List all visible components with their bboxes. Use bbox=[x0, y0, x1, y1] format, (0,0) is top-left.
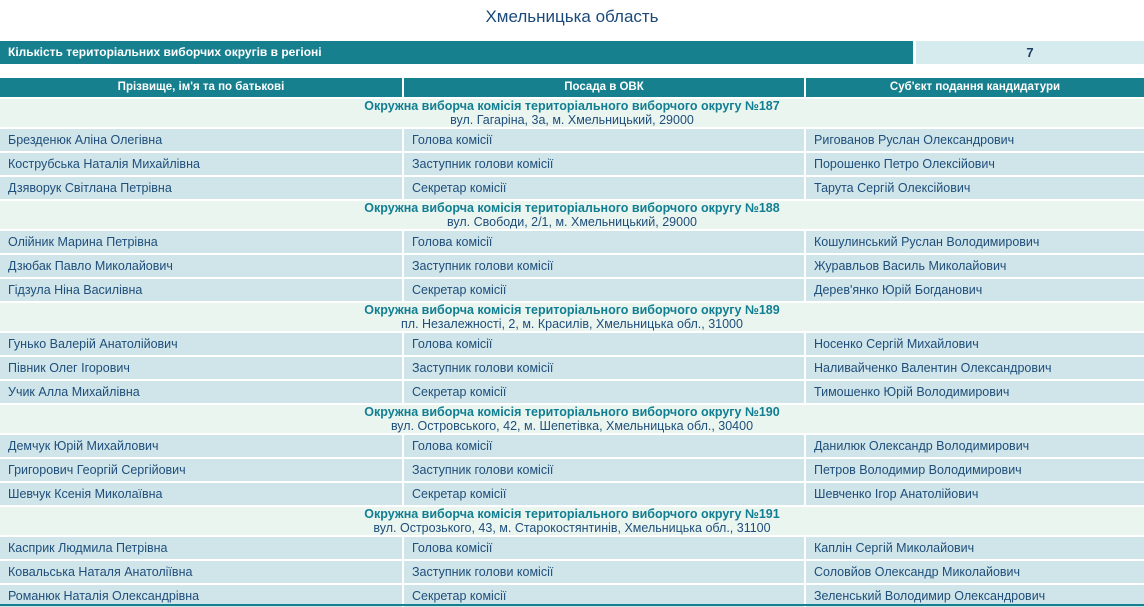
section-address: вул. Свободи, 2/1, м. Хмельницький, 29000 bbox=[447, 215, 697, 229]
name-cell: Брезденюк Аліна Олегівна bbox=[0, 129, 402, 151]
nominator-cell: Наливайченко Валентин Олександрович bbox=[806, 357, 1144, 379]
section-address: пл. Незалежності, 2, м. Красилів, Хмельницька обл., 31000 bbox=[401, 317, 743, 331]
position-cell: Голова комісії bbox=[404, 231, 804, 253]
nominator-cell: Носенко Сергій Михайлович bbox=[806, 333, 1144, 355]
name-cell: Учик Алла Михайлівна bbox=[0, 381, 402, 403]
position-cell: Голова комісії bbox=[404, 333, 804, 355]
nominator-cell: Зеленський Володимир Олександрович bbox=[806, 585, 1144, 607]
position-cell: Заступник голови комісії bbox=[404, 255, 804, 277]
next-table-edge bbox=[0, 604, 1144, 606]
name-cell: Гунько Валерій Анатолійович bbox=[0, 333, 402, 355]
name-cell: Гідзула Ніна Василівна bbox=[0, 279, 402, 301]
position-cell: Секретар комісії bbox=[404, 483, 804, 505]
position-cell: Заступник голови комісії bbox=[404, 153, 804, 175]
position-cell: Голова комісії bbox=[404, 537, 804, 559]
nominator-cell: Петров Володимир Володимирович bbox=[806, 459, 1144, 481]
section-title: Окружна виборча комісія територіального виборчого округу №191 bbox=[364, 507, 780, 521]
nominator-cell: Соловйов Олександр Миколайович bbox=[806, 561, 1144, 583]
name-cell: Ковальська Наталя Анатоліївна bbox=[0, 561, 402, 583]
section-title: Окружна виборча комісія територіального виборчого округу №187 bbox=[364, 99, 780, 113]
districts-count-bar bbox=[0, 41, 1144, 64]
nominator-cell: Порошенко Петро Олексійович bbox=[806, 153, 1144, 175]
column-header-name: Прізвище, ім'я та по батькові bbox=[0, 78, 402, 97]
nominator-cell: Дерев'янко Юрій Богданович bbox=[806, 279, 1144, 301]
name-cell: Дзяворук Світлана Петрівна bbox=[0, 177, 402, 199]
column-header-nominator: Суб'єкт подання кандидатури bbox=[806, 78, 1144, 97]
name-cell: Півник Олег Ігорович bbox=[0, 357, 402, 379]
position-cell: Голова комісії bbox=[404, 129, 804, 151]
column-header-position: Посада в ОВК bbox=[404, 78, 804, 97]
nominator-cell: Тарута Сергій Олексійович bbox=[806, 177, 1144, 199]
commission-table bbox=[0, 78, 1144, 607]
section-title: Окружна виборча комісія територіального виборчого округу №189 bbox=[364, 303, 780, 317]
nominator-cell: Ригованов Руслан Олександрович bbox=[806, 129, 1144, 151]
section-header bbox=[0, 201, 1144, 229]
position-cell: Заступник голови комісії bbox=[404, 561, 804, 583]
nominator-cell: Данилюк Олександр Володимирович bbox=[806, 435, 1144, 457]
position-cell: Секретар комісії bbox=[404, 279, 804, 301]
districts-count-value: 7 bbox=[916, 41, 1144, 64]
section-title: Окружна виборча комісія територіального виборчого округу №188 bbox=[364, 201, 780, 215]
nominator-cell: Шевченко Ігор Анатолійович bbox=[806, 483, 1144, 505]
name-cell: Касприк Людмила Петрівна bbox=[0, 537, 402, 559]
section-address: вул. Островського, 42, м. Шепетівка, Хмельницька обл., 30400 bbox=[390, 419, 754, 433]
position-cell: Голова комісії bbox=[404, 435, 804, 457]
name-cell: Дзюбак Павло Миколайович bbox=[0, 255, 402, 277]
section-header bbox=[0, 405, 1144, 433]
section-header bbox=[0, 507, 1144, 535]
name-cell: Григорович Георгій Сергійович bbox=[0, 459, 402, 481]
name-cell: Олійник Марина Петрівна bbox=[0, 231, 402, 253]
section-address: вул. Гагаріна, 3а, м. Хмельницький, 29000 bbox=[450, 113, 694, 127]
section-header bbox=[0, 99, 1144, 127]
section-title: Окружна виборча комісія територіального виборчого округу №190 bbox=[364, 405, 780, 419]
section-address: вул. Острозького, 43, м. Старокостянтинів, Хмельницька обл., 31100 bbox=[373, 521, 771, 535]
position-cell: Заступник голови комісії bbox=[404, 459, 804, 481]
position-cell: Секретар комісії bbox=[404, 177, 804, 199]
position-cell: Секретар комісії bbox=[404, 381, 804, 403]
page-title: Хмельницька область bbox=[485, 7, 659, 26]
name-cell: Кострубська Наталія Михайлівна bbox=[0, 153, 402, 175]
name-cell: Романюк Наталія Олександрівна bbox=[0, 585, 402, 607]
nominator-cell: Кошулинський Руслан Володимирович bbox=[806, 231, 1144, 253]
nominator-cell: Журавльов Василь Миколайович bbox=[806, 255, 1144, 277]
nominator-cell: Каплін Сергій Миколайович bbox=[806, 537, 1144, 559]
name-cell: Шевчук Ксенія Миколаївна bbox=[0, 483, 402, 505]
position-cell: Заступник голови комісії bbox=[404, 357, 804, 379]
districts-count-label: Кількість територіальних виборчих округів в регіоні bbox=[0, 41, 913, 64]
section-header bbox=[0, 303, 1144, 331]
nominator-cell: Тимошенко Юрій Володимирович bbox=[806, 381, 1144, 403]
position-cell: Секретар комісії bbox=[404, 585, 804, 607]
name-cell: Демчук Юрій Михайлович bbox=[0, 435, 402, 457]
